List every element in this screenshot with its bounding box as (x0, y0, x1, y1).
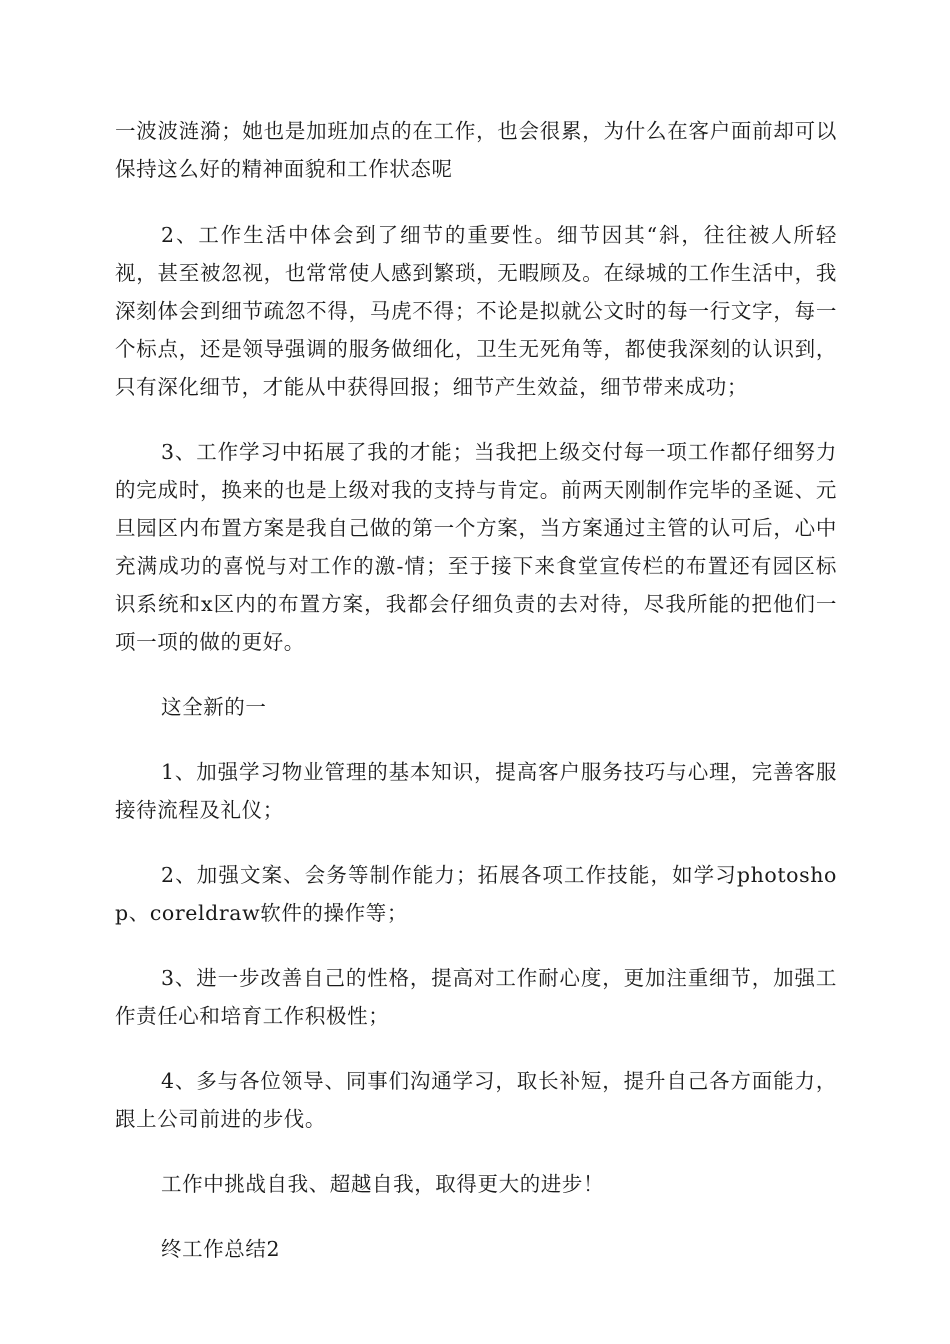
plan-item-1: 1、加强学习物业管理的基本知识，提高客户服务技巧与心理，完善客服接待流程及礼仪； (115, 760, 837, 822)
plan-item-2: 2、加强文案、会务等制作能力；拓展各项工作技能，如学习photoshop、coreldraw软件的操作等； (115, 863, 837, 925)
paragraph-closing: 工作中挑战自我、超越自我，取得更大的进步！ (161, 1172, 605, 1196)
plan-item-4: 4、多与各位领导、同事们沟通学习，取长补短，提升自己各方面能力，跟上公司前进的步伐。 (115, 1069, 837, 1131)
paragraph-detail-importance: 2、工作生活中体会到了细节的重要性。细节因其“斜，往往被人所轻视，甚至被忽视，也常常使人感到繁琐，无暇顾及。在绿城的工作生活中，我深刻体会到细节疏忽不得，马虎不得；不论是拟就公文时的每一行文字，每一个标点，还是领导强调的服务做细化，卫生无死角等，都使我深刻的认识到，只有深化细节，才能从中获得回报；细节产生效益，细节带来成功； (115, 223, 837, 399)
section-title-summary-2: 终工作总结2 (161, 1237, 281, 1261)
plan-item-3: 3、进一步改善自己的性格，提高对工作耐心度，更加注重细节，加强工作责任心和培育工作积极性； (115, 966, 837, 1028)
paragraph-skills-expanded: 3、工作学习中拓展了我的才能；当我把上级交付每一项工作都仔细努力的完成时，换来的也是上级对我的支持与肯定。前两天刚制作完毕的圣诞、元旦园区内布置方案是我自己做的第一个方案，当方案通过主管的认可后，心中充满成功的喜悦与对工作的激-情；至于接下来食堂宣传栏的布置还有园区标识系统和x区内的布置方案，我都会仔细负责的去对待，尽我所能的把他们一项一项的做的更好。 (115, 440, 837, 654)
paragraph-continuation: 一波波涟漪；她也是加班加点的在工作，也会很累，为什么在客户面前却可以保持这么好的精神面貌和工作状态呢 (115, 119, 837, 181)
paragraph-new-year-heading: 这全新的一 (161, 695, 267, 719)
document-page (115, 112, 837, 1295)
